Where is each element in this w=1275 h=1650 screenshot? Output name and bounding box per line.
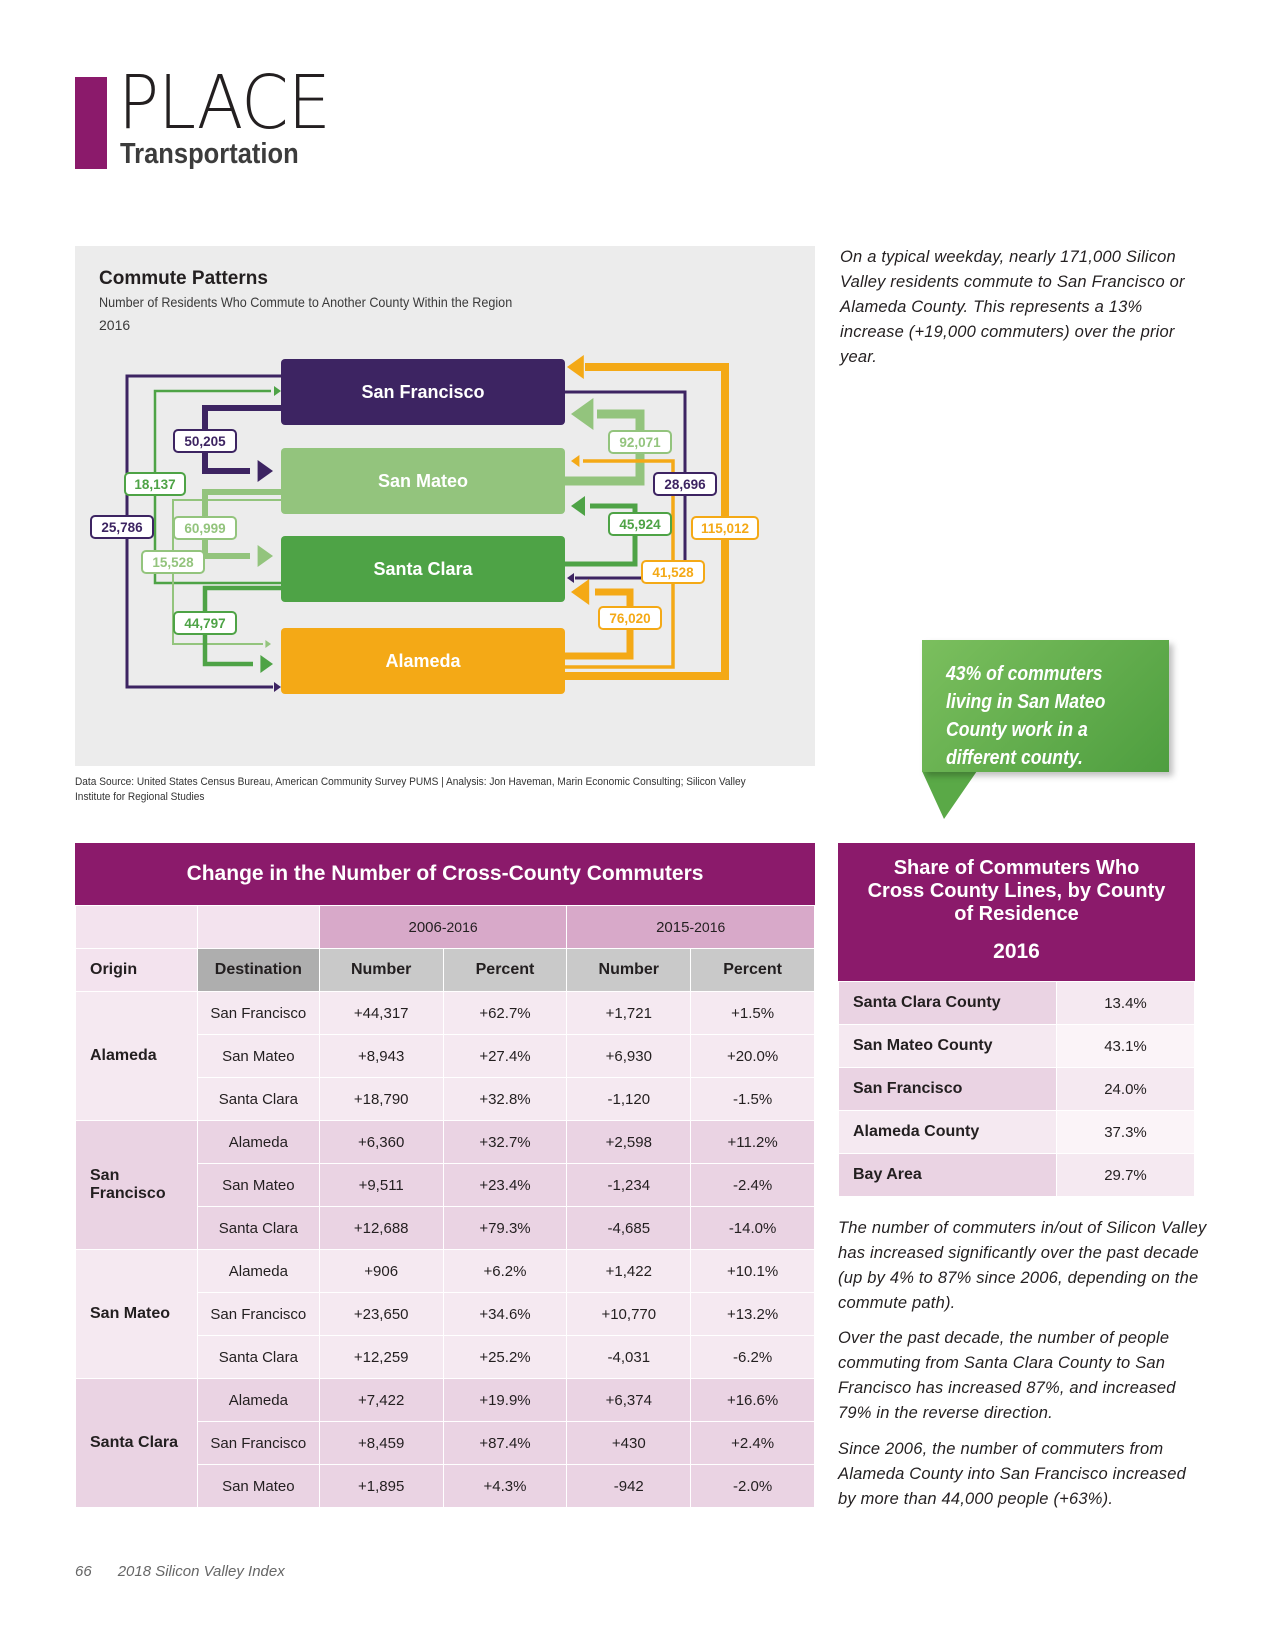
value-cell: +8,943 bbox=[319, 1035, 443, 1078]
value-cell: +11.2% bbox=[691, 1121, 815, 1164]
change-table-title: Change in the Number of Cross-County Commuters bbox=[75, 843, 815, 905]
value-cell: +1.5% bbox=[691, 992, 815, 1035]
value-cell: +87.4% bbox=[443, 1422, 567, 1465]
destination-cell: San Francisco bbox=[197, 1293, 319, 1336]
value-cell: +2.4% bbox=[691, 1422, 815, 1465]
value-cell: +6.2% bbox=[443, 1250, 567, 1293]
flow-label: 15,528 bbox=[152, 555, 194, 570]
county-label: Santa Clara County bbox=[839, 982, 1057, 1025]
share-value: 43.1% bbox=[1057, 1025, 1195, 1068]
body-paragraph: Over the past decade, the number of people commuting from Santa Clara County to San Francisco has increased 87%, and increased 79% in the reverse direction. bbox=[838, 1329, 1176, 1422]
value-cell: -2.4% bbox=[691, 1164, 815, 1207]
value-cell: +6,360 bbox=[319, 1121, 443, 1164]
value-cell: +10,770 bbox=[567, 1293, 691, 1336]
arrow-sf-sm bbox=[258, 460, 273, 482]
value-cell: -1,120 bbox=[567, 1078, 691, 1121]
flow-label: 92,071 bbox=[619, 435, 661, 450]
publication-name: 2018 Silicon Valley Index bbox=[117, 1563, 285, 1580]
value-cell: -4,031 bbox=[567, 1336, 691, 1379]
value-cell: -4,685 bbox=[567, 1207, 691, 1250]
period-end: -2016 bbox=[689, 918, 726, 935]
value-cell: -1.5% bbox=[691, 1078, 815, 1121]
value-cell: +430 bbox=[567, 1422, 691, 1465]
table-row bbox=[76, 1121, 815, 1164]
destination-cell: Alameda bbox=[197, 1121, 319, 1164]
origin-cell: Alameda bbox=[76, 992, 198, 1121]
county-label: Alameda County bbox=[839, 1111, 1057, 1154]
column-header-number: Number bbox=[567, 949, 691, 992]
county-label: Bay Area bbox=[839, 1154, 1057, 1197]
data-source-note: Data Source: United States Census Bureau, American Community Survey PUMS | Analysis: Jon Haveman, Marin Economic Consulting; Silicon Valley Institute for Regional Studies bbox=[75, 776, 746, 803]
body-paragraph: The number of commuters in/out of Silicon Valley has increased significantly over the past decade (up by 4% to 87% since 2006, depending on the commute path). bbox=[838, 1219, 1207, 1312]
share-table-grid bbox=[838, 981, 1195, 1197]
arrow-sf-alameda bbox=[274, 682, 281, 692]
chart-title: Commute Patterns bbox=[99, 268, 268, 289]
flow-label: 41,528 bbox=[652, 565, 694, 580]
flow-label: 60,999 bbox=[184, 521, 226, 536]
value-cell: +1,721 bbox=[567, 992, 691, 1035]
period-header-2006 bbox=[319, 906, 567, 949]
value-cell: +1,422 bbox=[567, 1250, 691, 1293]
flow-label: 45,924 bbox=[619, 517, 661, 532]
value-cell: -2.0% bbox=[691, 1465, 815, 1508]
share-table-body bbox=[839, 982, 1195, 1197]
body-paragraph: Since 2006, the number of commuters from Alameda County into San Francisco increased by more than 44,000 people (+63%). bbox=[838, 1440, 1186, 1508]
arrow-sc-sm bbox=[571, 496, 585, 516]
commute-flow-diagram bbox=[75, 246, 815, 766]
value-cell: -942 bbox=[567, 1465, 691, 1508]
table-row bbox=[839, 1025, 1195, 1068]
destination-cell: Alameda bbox=[197, 1379, 319, 1422]
arrow-sm-alameda bbox=[265, 640, 271, 648]
destination-cell: Alameda bbox=[197, 1250, 319, 1293]
chart-subtitle: Number of Residents Who Commute to Another County Within the Region bbox=[99, 294, 513, 310]
value-cell: +906 bbox=[319, 1250, 443, 1293]
blank-header-cell bbox=[76, 906, 198, 949]
value-cell: +23.4% bbox=[443, 1164, 567, 1207]
arrow-sc-sf bbox=[274, 386, 281, 396]
share-table-title bbox=[838, 843, 1195, 981]
section-color-bar bbox=[75, 77, 107, 169]
value-cell: +18,790 bbox=[319, 1078, 443, 1121]
node-label: Santa Clara bbox=[373, 559, 473, 579]
column-header-percent: Percent bbox=[691, 949, 815, 992]
table-row bbox=[839, 1154, 1195, 1197]
column-header-number: Number bbox=[319, 949, 443, 992]
destination-cell: San Mateo bbox=[197, 1465, 319, 1508]
origin-cell: Santa Clara bbox=[76, 1379, 198, 1508]
value-cell: +12,688 bbox=[319, 1207, 443, 1250]
value-cell: +19.9% bbox=[443, 1379, 567, 1422]
value-cell: -6.2% bbox=[691, 1336, 815, 1379]
arrow-al-sf bbox=[567, 355, 584, 379]
callout-box bbox=[922, 640, 1169, 772]
county-label: San Mateo County bbox=[839, 1025, 1057, 1068]
table-row bbox=[839, 1068, 1195, 1111]
change-table-body bbox=[76, 992, 815, 1508]
value-cell: +8,459 bbox=[319, 1422, 443, 1465]
callout-text: 43% of commuters living in San Mateo County work in a different county. bbox=[946, 663, 1106, 769]
destination-cell: San Mateo bbox=[197, 1164, 319, 1207]
flow-label: 50,205 bbox=[184, 434, 226, 449]
destination-cell: Santa Clara bbox=[197, 1078, 319, 1121]
section-title: PLACE bbox=[118, 60, 330, 146]
table-row bbox=[76, 1379, 815, 1422]
node-label: San Mateo bbox=[377, 471, 469, 491]
share-title-text: Share of Commuters Who Cross County Lines, by County of Residence bbox=[867, 857, 1166, 925]
flow-label: 76,020 bbox=[609, 611, 651, 626]
change-table-grid bbox=[75, 905, 815, 1508]
destination-cell: San Mateo bbox=[197, 1035, 319, 1078]
intro-paragraph: On a typical weekday, nearly 171,000 Silicon Valley residents commute to San Francisco or Alameda County. This represents a 13% increase (+19,000 commuters) over the prior year. bbox=[840, 248, 1185, 366]
value-cell: +27.4% bbox=[443, 1035, 567, 1078]
destination-cell: San Francisco bbox=[197, 1422, 319, 1465]
node-label: Alameda bbox=[385, 651, 461, 671]
value-cell: +6,930 bbox=[567, 1035, 691, 1078]
destination-cell: Santa Clara bbox=[197, 1336, 319, 1379]
blank-header-cell bbox=[197, 906, 319, 949]
commute-patterns-chart bbox=[75, 246, 815, 766]
flow-label: 28,696 bbox=[664, 477, 706, 492]
value-cell: +1,895 bbox=[319, 1465, 443, 1508]
arrow-al-sm bbox=[571, 455, 579, 467]
value-cell: +9,511 bbox=[319, 1164, 443, 1207]
value-cell: +79.3% bbox=[443, 1207, 567, 1250]
column-header-destination: Destination bbox=[197, 949, 319, 992]
arrow-sc-alameda bbox=[260, 655, 273, 673]
origin-cell: San Mateo bbox=[76, 1250, 198, 1379]
column-header-percent: Percent bbox=[443, 949, 567, 992]
value-cell: +4.3% bbox=[443, 1465, 567, 1508]
value-cell: -1,234 bbox=[567, 1164, 691, 1207]
period-end: -2016 bbox=[441, 918, 478, 935]
flow-label: 115,012 bbox=[700, 521, 750, 536]
period-header-2015 bbox=[567, 906, 815, 949]
node-label: San Francisco bbox=[361, 382, 485, 402]
share-value: 37.3% bbox=[1057, 1111, 1195, 1154]
period-start: 2006 bbox=[408, 918, 442, 936]
cross-county-change-table bbox=[75, 843, 815, 1508]
value-cell: +44,317 bbox=[319, 992, 443, 1035]
value-cell: +62.7% bbox=[443, 992, 567, 1035]
value-cell: +32.7% bbox=[443, 1121, 567, 1164]
arrow-sf-sc bbox=[567, 573, 574, 583]
flow-label: 18,137 bbox=[134, 477, 176, 492]
column-header-origin: Origin bbox=[76, 949, 198, 992]
value-cell: +6,374 bbox=[567, 1379, 691, 1422]
table-row bbox=[839, 982, 1195, 1025]
flow-label: 25,786 bbox=[101, 520, 143, 535]
table-row bbox=[839, 1111, 1195, 1154]
arrow-sm-sf bbox=[571, 398, 593, 430]
value-cell: +7,422 bbox=[319, 1379, 443, 1422]
destination-cell: Santa Clara bbox=[197, 1207, 319, 1250]
chart-year: 2016 bbox=[99, 317, 131, 333]
county-label: San Francisco bbox=[839, 1068, 1057, 1111]
flow-label: 44,797 bbox=[184, 616, 226, 631]
share-value: 24.0% bbox=[1057, 1068, 1195, 1111]
value-cell: +13.2% bbox=[691, 1293, 815, 1336]
share-of-commuters-table bbox=[838, 843, 1195, 1197]
value-cell: +32.8% bbox=[443, 1078, 567, 1121]
page-footer bbox=[75, 1563, 285, 1580]
origin-cell: San Francisco bbox=[76, 1121, 198, 1250]
destination-cell: San Francisco bbox=[197, 992, 319, 1035]
page-number: 66 bbox=[75, 1563, 92, 1580]
value-cell: +34.6% bbox=[443, 1293, 567, 1336]
value-cell: +2,598 bbox=[567, 1121, 691, 1164]
period-start: 2015 bbox=[656, 918, 690, 936]
value-cell: +25.2% bbox=[443, 1336, 567, 1379]
callout-pointer bbox=[922, 771, 977, 819]
value-cell: +23,650 bbox=[319, 1293, 443, 1336]
share-table-year: 2016 bbox=[993, 940, 1040, 963]
section-subtitle: Transportation bbox=[120, 138, 299, 170]
value-cell: +12,259 bbox=[319, 1336, 443, 1379]
value-cell: +16.6% bbox=[691, 1379, 815, 1422]
value-cell: +20.0% bbox=[691, 1035, 815, 1078]
table-row bbox=[76, 1250, 815, 1293]
share-value: 29.7% bbox=[1057, 1154, 1195, 1197]
arrow-sm-sc bbox=[258, 545, 273, 567]
arrow-al-sc bbox=[571, 579, 589, 605]
share-value: 13.4% bbox=[1057, 982, 1195, 1025]
value-cell: -14.0% bbox=[691, 1207, 815, 1250]
value-cell: +10.1% bbox=[691, 1250, 815, 1293]
table-row bbox=[76, 992, 815, 1035]
